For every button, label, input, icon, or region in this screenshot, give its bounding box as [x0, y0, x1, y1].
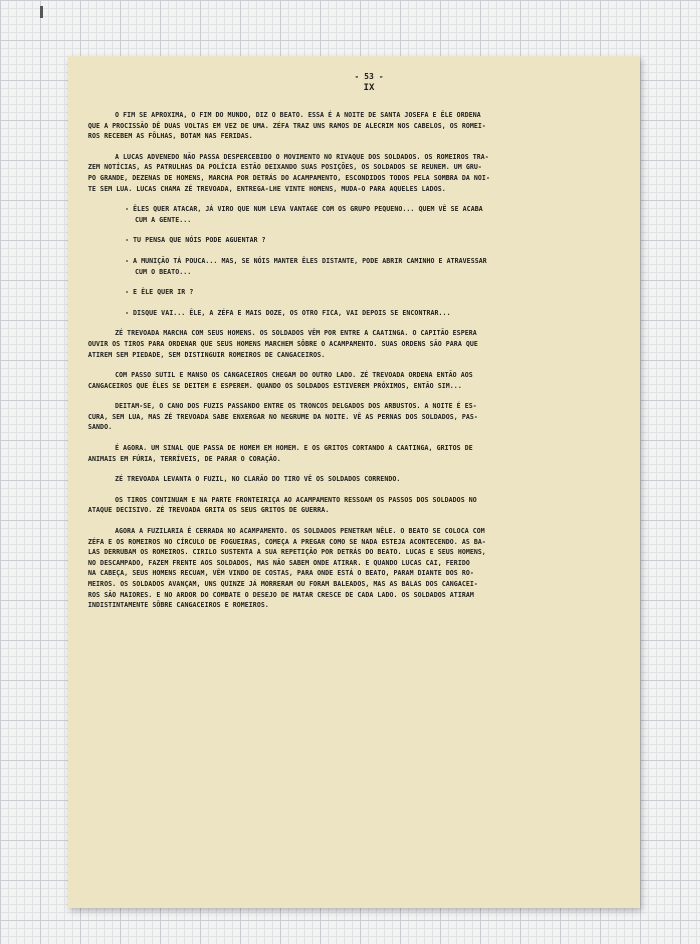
dialogue-line [88, 204, 630, 225]
paragraph [88, 526, 630, 611]
text-line: ZÉ TREVOADA MARCHA COM SEUS HOMENS. OS SOLDADOS VÊM POR ENTRE A CAATINGA. O CAPITÃO ESPERA [115, 329, 477, 338]
text-line: INDISTINTAMENTE SÔBRE CANGACEIROS E ROMEIROS. [88, 601, 269, 610]
text-line: NA CABEÇA, SEUS HOMENS RECUAM, VÊM VINDO DE COSTAS, PARA ONDE ESTÁ O BEATO, PARAM DIANTE DOS RO- [88, 569, 474, 578]
text-line: CUM A GENTE... [135, 215, 192, 224]
dialogue-line [88, 256, 630, 277]
text-line: O FIM SE APROXIMA, O FIM DO MUNDO, DIZ O BEATO. ESSA É A NOITE DE SANTA JOSEFA E ÊLE ORDENA [115, 111, 481, 119]
text-line: ZÉFA E OS ROMEIROS NO CÍRCULO DE FOGUEIRAS, COMEÇA A PREGAR COMO SE NADA ESTEJA ACONTECENDO. AS BA- [88, 537, 486, 546]
dialogue-line [88, 235, 630, 246]
text-line: - E ÊLE QUER IR ? [125, 288, 194, 297]
paragraph [88, 328, 630, 360]
text-line: ATAQUE DECISIVO. ZÉ TREVOADA GRITA OS SEUS GRITOS DE GUERRA. [88, 506, 330, 515]
text-line: NO DESCAMPADO, FAZEM FRENTE AOS SOLDADOS, MAS NÃO SABEM ONDE ATIRAR. E QUANDO LUCAS CAI, FERIDO [88, 558, 470, 567]
paragraph [88, 370, 630, 391]
text-line: DEITAM-SE, O CANO DOS FUZIS PASSANDO ENTRE OS TRONCOS DELGADOS DOS ARBUSTOS. A NOITE É ES- [115, 402, 477, 411]
text-line: ANIMAIS EM FÚRIA, TERRÍVEIS, DE PARAR O CORAÇÃO. [88, 454, 281, 463]
paragraph [88, 110, 630, 142]
dialogue-line [88, 287, 630, 298]
paragraph [88, 443, 630, 464]
text-line: OUVIR OS TIROS PARA ORDENAR QUE SEUS HOMENS MARCHEM SÔBRE O ACAMPAMENTO. SUAS ORDENS SÃO PARA QUE [88, 339, 478, 348]
text-line: - TU PENSA QUE NÓIS PODE AGUENTAR ? [125, 236, 266, 245]
text-line: CURA, SEM LUA, MAS ZÉ TREVOADA SABE ENXERGAR NO NEGRUME DA NOITE. VÊ AS PERNAS DOS SOLDADOS, PAS- [88, 412, 478, 421]
text-line: - DISQUE VAI... ÊLE, A ZÉFA E MAIS DOZE, OS OTRO FICA, VAI DEPOIS SE ENCONTRAR... [125, 308, 451, 317]
text-line: ROS SÃO MAIORES. E NO ARDOR DO COMBATE O DESEJO DE MATAR CRESCE DE CADA LADO. OS SOLDADOS ATIRAM [88, 590, 474, 599]
text-line: SANDO. [88, 423, 113, 432]
text-line: CANGACEIROS QUE ÊLES SE DEITEM E ESPEREM. QUANDO OS SOLDADOS ESTIVEREM PRÓXIMOS, ENTÃO SIM... [88, 381, 462, 390]
text-line: ZEM NOTÍCIAS, AS PATRULHAS DA POLÍCIA ESTÃO DEIXANDO SUAS POSIÇÕES, OS SOLDADOS SE REUNEM. UM GRU- [88, 163, 482, 172]
text-line: CUM O BEATO... [135, 267, 192, 276]
text-line: QUE A PROCISSÃO DÊ DUAS VOLTAS EM VEZ DE UMA. ZÉFA TRAZ UNS RAMOS DE ALECRIM NOS CABELOS, OS ROMEI- [88, 121, 486, 130]
text-line: - ÊLES QUER ATACAR, JÁ VIRO QUE NUM LEVA VANTAGE COM OS GRUPO PEQUENO... QUEM VÊ SE ACABA [125, 205, 483, 214]
paragraph [88, 401, 630, 433]
paragraph [88, 474, 630, 485]
paragraph [88, 152, 630, 194]
chapter-heading: IX [363, 83, 375, 93]
typewritten-page [68, 56, 640, 908]
text-line: COM PASSO SUTIL E MANSO OS CANGACEIROS CHEGAM DO OUTRO LADO. ZÉ TREVOADA ORDENA ENTÃO AOS [115, 371, 473, 380]
text-line: MEIROS. OS SOLDADOS AVANÇAM, UNS QUINZE JÁ MORRERAM OU FORAM BALEADOS, MAS AS BALAS DOS CANGACEI- [88, 580, 478, 588]
page-body [88, 110, 630, 611]
text-line: A LUCAS ADVENEDO NÃO PASSA DESPERCEBIDO O MOVIMENTO NO RIVAQUE DOS SOLDADOS. OS ROMEIROS TRA- [115, 152, 489, 161]
text-line: ZÉ TREVOADA LEVANTA O FUZIL, NO CLARÃO DO TIRO VÊ OS SOLDADOS CORRENDO. [115, 475, 401, 484]
text-line: É AGORA. UM SINAL QUE PASSA DE HOMEM EM HOMEM. E OS GRITOS CORTANDO A CAATINGA, GRITOS DE [115, 444, 473, 453]
text-line: AGORA A FUZILARIA É CERRADA NO ACAMPAMENTO. OS SOLDADOS PENETRAM NÊLE. O BEATO SE COLOCA COM [115, 527, 485, 536]
grid-corner-mark [40, 6, 43, 18]
text-line: PO GRANDE, DEZENAS DE HOMENS, MARCHA POR DETRÁS DO ACAMPAMENTO, ESCONDIDOS TODOS PELA SOMBRA DA NOI- [88, 173, 490, 182]
dialogue-line [88, 308, 630, 319]
text-line: - A MUNIÇÃO TÁ POUCA... MAS, SE NÓIS MANTER ÊLES DISTANTE, PODE ABRIR CAMINHO E ATRAVESSAR [125, 256, 487, 265]
page-number: - 53 - [354, 72, 384, 81]
paragraph [88, 495, 630, 516]
text-line: LAS DERRUBAM OS ROMEIROS. CIRILO SUSTENTA A SUA REPETIÇÃO POR DETRÁS DO BEATO. LUCAS E SEUS HOMENS, [88, 548, 486, 557]
text-line: OS TIROS CONTINUAM E NA PARTE FRONTEIRIÇA AO ACAMPAMENTO RESSOAM OS PASSOS DOS SOLDADOS NO [115, 495, 477, 504]
text-line: ROS RECEBEM AS FÔLHAS, BOTAM NAS FERIDAS. [88, 132, 253, 141]
text-line: ATIREM SEM PIEDADE, SEM DISTINGUIR ROMEIROS DE CANGACEIROS. [88, 350, 326, 359]
text-line: TE SEM LUA. LUCAS CHAMA ZÉ TREVOADA, ENTREGA-LHE VINTE HOMENS, MUDA-O PARA AQUELES LADOS. [88, 184, 446, 193]
